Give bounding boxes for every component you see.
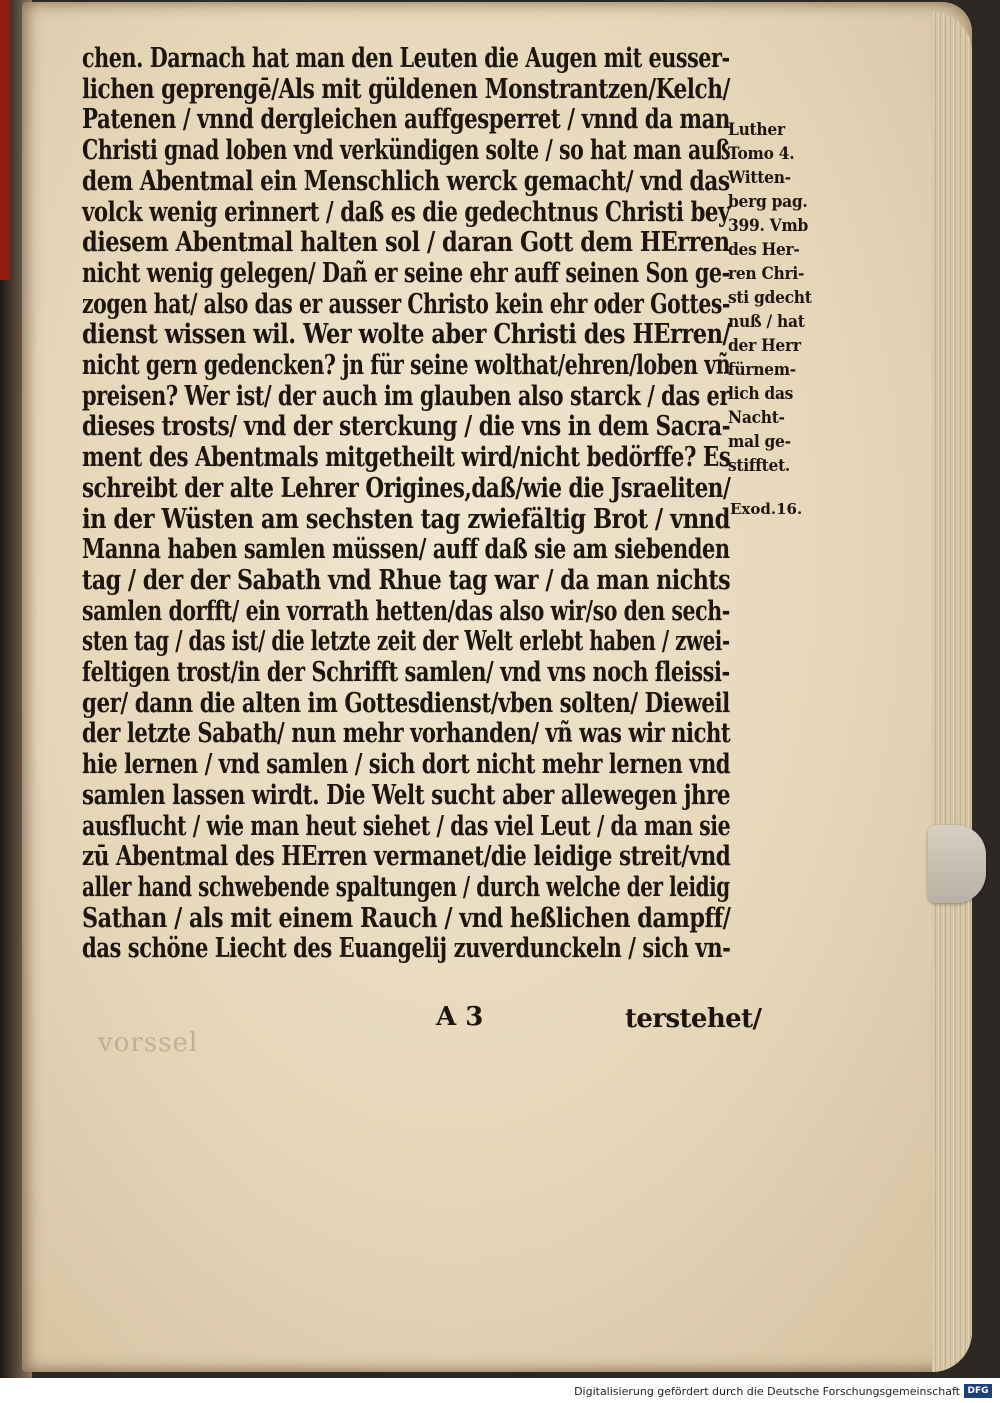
text-line: diesem Abentmal halten sol / daran Gott dem HErren [82,227,730,259]
margin-note-line: mal ge- [728,432,791,452]
text-line: aller hand schwebende spaltungen / durch welche der leidig [82,871,730,903]
text-line: samlen dorfft/ ein vorrath hetten/das also wir/so den sech- [82,595,730,627]
text-line: Manna haben samlen müssen/ auff daß sie am siebenden [82,534,730,566]
text-line: feltigen trost/in der Schrifft samlen/ vnd vns noch fleissi- [82,657,730,689]
text-line: dieses trosts/ vnd der sterckung / die vns in dem Sacra- [82,411,731,443]
margin-note-line: Nacht- [728,408,785,428]
margin-reference: Exod.16. [730,500,803,518]
margin-note-line: fürnem- [728,360,796,380]
margin-note-line: sti gdecht [728,288,812,308]
margin-note-line: Tomo 4. [728,144,795,164]
signature-mark: A 3 [436,1002,484,1032]
text-line: der letzte Sabath/ nun mehr vorhanden/ vñ was wir nicht [82,718,731,750]
text-line: samlen lassen wirdt. Die Welt sucht aber allewegen jhre [82,779,731,811]
text-line: dienst wissen wil. Wer wolte aber Christi des HErren/ [82,319,731,351]
text-line: ausflucht / wie man heut siehet / das viel Leut / da man sie [82,810,731,842]
text-line: nicht gern gedencken? jn für seine wolthat/ehren/loben vñ [82,350,731,382]
text-line: lichen geprengē/Als mit güldenen Monstrantzen/Kelch/ [82,73,730,105]
margin-note-line: Witten- [728,168,791,188]
text-line: in der Wüsten am sechsten tag zwiefältig Brot / vnnd [82,503,730,535]
margin-note-line: der Herr [728,336,801,356]
margin-note-line: lich das [728,384,794,404]
text-line: volck wenig erinnert / daß es die gedechtnus Christi bey [82,196,730,228]
page-clip [928,825,986,903]
text-line: nicht wenig gelegen/ Dañ er seine ehr auff seinen Son ge- [82,257,730,289]
footer-bar [0,1378,1000,1403]
text-line: ment des Abentmals mitgetheilt wird/nicht bedörffe? Es [82,442,731,474]
text-line: zū Abentmal des HErren vermanet/die leidige streit/vnd [82,841,731,873]
margin-note-line: stifftet. [728,456,791,476]
margin-note-line: ren Chri- [728,264,805,284]
main-text-block [82,44,742,965]
catchword: terstehet/ [625,1004,762,1034]
margin-notes [728,118,838,478]
text-line: chen. Darnach hat man den Leuten die Augen mit eusser- [82,43,730,74]
text-line: das schöne Liecht des Euangelij zuverdunckeln / sich vn- [82,933,731,965]
text-line: Sathan / als mit einem Rauch / vnd heßlichen dampff/ [82,902,731,934]
text-line: Christi gnad loben vnd verkündigen solte / so hat man auß [82,135,731,167]
text-line: zogen hat/ also das er ausser Christo kein ehr oder Gottes- [82,288,730,320]
faded-stamp: vorssel [98,1028,199,1058]
text-line: tag / der der Sabath vnd Rhue tag war / da man nichts [82,564,731,596]
text-line: sten tag / das ist/ die letzte zeit der Welt erlebt haben / zwei- [82,626,730,658]
text-line: schreibt der alte Lehrer Origines,daß/wie die Jsraeliten/ [82,472,731,504]
margin-note-line: Luther [728,120,785,140]
spine-tab [0,0,10,280]
text-line: dem Abentmal ein Menschlich werck gemacht/ vnd das [82,165,730,197]
margin-note-line: des Her- [728,240,800,260]
margin-note-line: 399. Vmb [728,216,808,236]
text-line: ger/ dann die alten im Gottesdienst/vben solten/ Dieweil [82,687,730,719]
funding-credit: Digitalisierung gefördert durch die Deutsche Forschungsgemeinschaft [574,1385,960,1398]
text-line: preisen? Wer ist/ der auch im glauben also starck / das er [82,380,730,412]
margin-note-line: nuß / hat [728,312,805,332]
text-line: Patenen / vnnd dergleichen auffgesperret / vnnd da man [82,104,730,136]
dfg-logo-icon: DFG [964,1384,992,1398]
page-edges [932,12,972,1372]
margin-note-line: berg pag. [728,192,808,212]
text-line: hie lernen / vnd samlen / sich dort nicht mehr lernen vnd [82,749,731,781]
